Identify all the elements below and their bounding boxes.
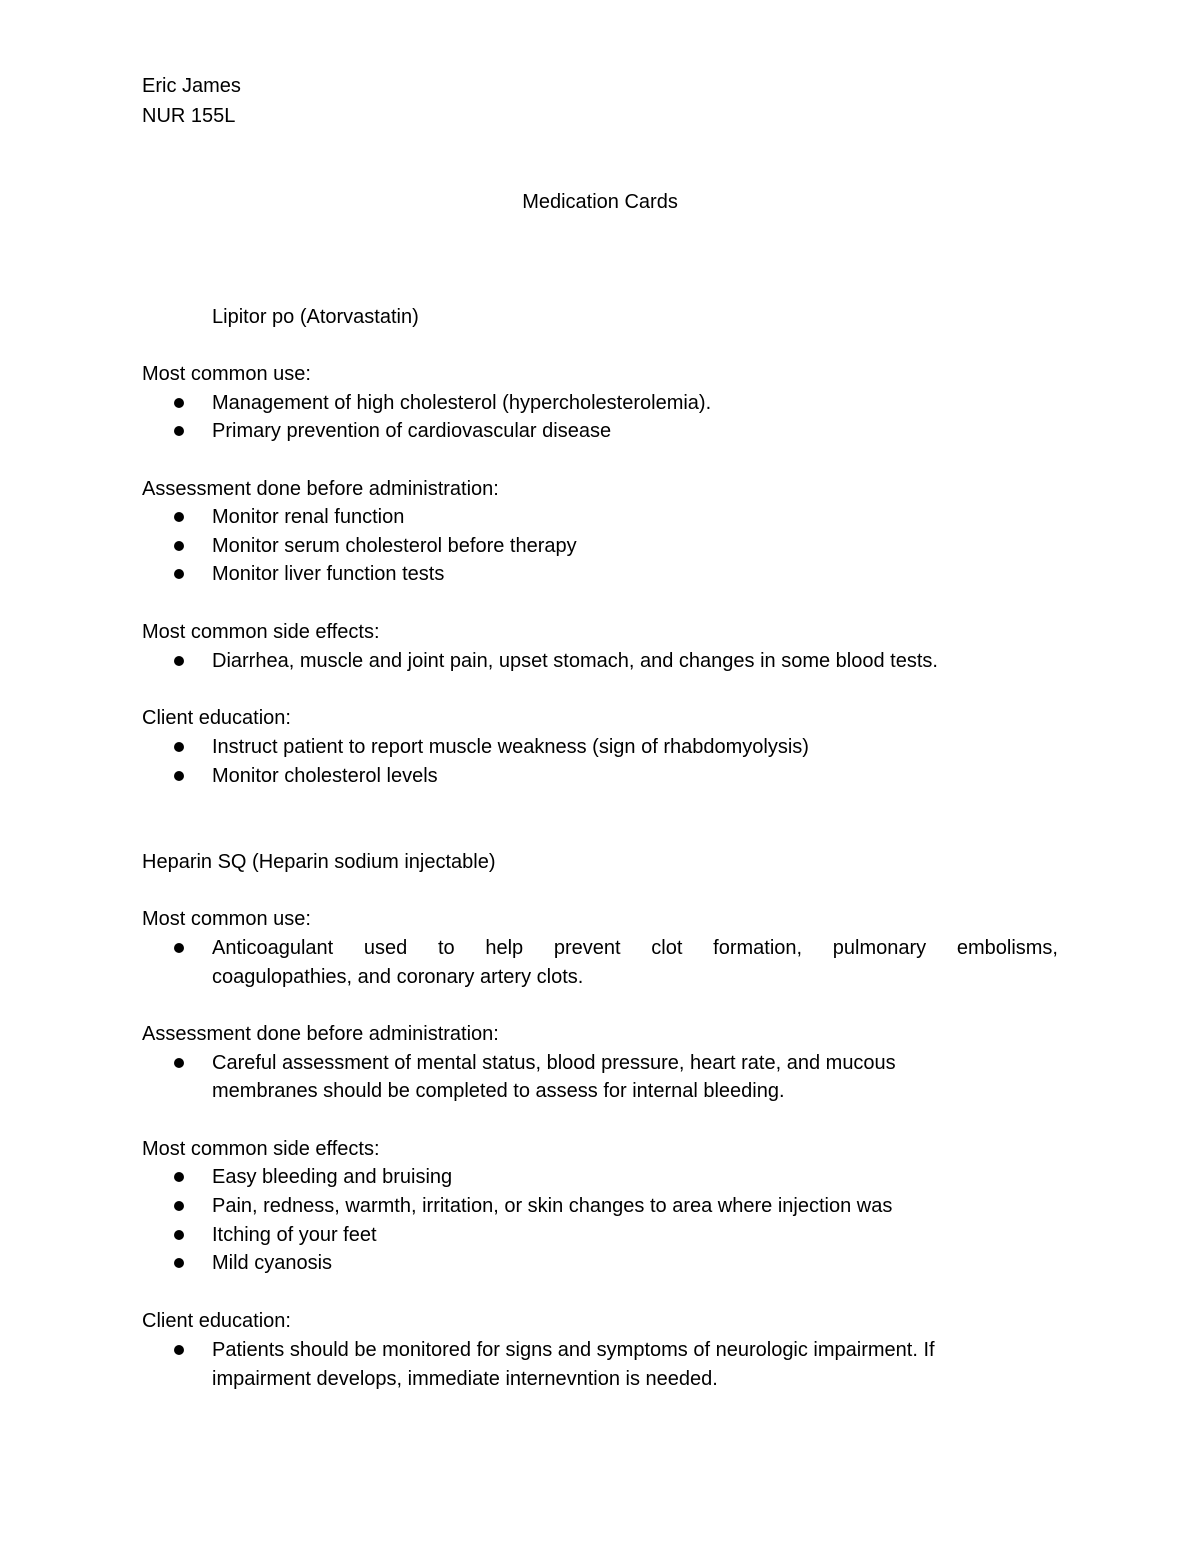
list-item-continuation: coagulopathies, and coronary artery clots. [212, 966, 584, 988]
bullet-icon [174, 569, 184, 579]
list-item-continuation: membranes should be completed to assess for internal bleeding. [212, 1080, 785, 1102]
bullet-icon [174, 512, 184, 522]
bullet-icon [174, 1258, 184, 1268]
lipitor-assessment-label: Assessment done before administration: [142, 478, 499, 500]
list-item: Monitor liver function tests [212, 563, 445, 585]
list-item: Monitor renal function [212, 506, 405, 528]
list-item: Monitor serum cholesterol before therapy [212, 535, 577, 557]
bullet-icon [174, 1058, 184, 1068]
list-item: Mild cyanosis [212, 1252, 333, 1274]
bullet-icon [174, 426, 184, 436]
list-item: Monitor cholesterol levels [212, 765, 438, 787]
heparin-use-label: Most common use: [142, 908, 311, 930]
heparin-assessment-label: Assessment done before administration: [142, 1023, 499, 1045]
bullet-icon [174, 1230, 184, 1240]
list-item: Primary prevention of cardiovascular disease [212, 420, 612, 442]
list-item-continuation: impairment develops, immediate internevntion is needed. [212, 1368, 718, 1390]
list-item: Careful assessment of mental status, blood pressure, heart rate, and mucous [212, 1052, 896, 1074]
course-code: NUR 155L [142, 105, 236, 127]
bullet-icon [174, 1345, 184, 1355]
list-item: Diarrhea, muscle and joint pain, upset stomach, and changes in some blood tests. [212, 650, 938, 672]
lipitor-side-effects-label: Most common side effects: [142, 621, 380, 643]
list-item: Pain, redness, warmth, irritation, or skin changes to area where injection was [212, 1195, 893, 1217]
list-item: Easy bleeding and bruising [212, 1166, 453, 1188]
heparin-side-effects-label: Most common side effects: [142, 1138, 380, 1160]
heparin-heading: Heparin SQ (Heparin sodium injectable) [142, 851, 496, 873]
lipitor-use-label: Most common use: [142, 363, 311, 385]
list-item: Anticoagulant used to help prevent clot formation, pulmonary embolisms, [212, 937, 1058, 959]
lipitor-heading: Lipitor po (Atorvastatin) [212, 306, 419, 328]
bullet-icon [174, 656, 184, 666]
list-item: Itching of your feet [212, 1224, 377, 1246]
list-item: Management of high cholesterol (hypercholesterolemia). [212, 392, 712, 414]
bullet-icon [174, 1201, 184, 1211]
bullet-icon [174, 742, 184, 752]
lipitor-education-label: Client education: [142, 707, 291, 729]
bullet-icon [174, 541, 184, 551]
list-item: Patients should be monitored for signs and symptoms of neurologic impairment. If [212, 1339, 935, 1361]
bullet-icon [174, 771, 184, 781]
bullet-icon [174, 1172, 184, 1182]
bullet-icon [174, 398, 184, 408]
document-title: Medication Cards [522, 191, 678, 213]
list-item: Instruct patient to report muscle weakness (sign of rhabdomyolysis) [212, 736, 809, 758]
author-name: Eric James [142, 75, 241, 97]
bullet-icon [174, 943, 184, 953]
heparin-education-label: Client education: [142, 1310, 291, 1332]
